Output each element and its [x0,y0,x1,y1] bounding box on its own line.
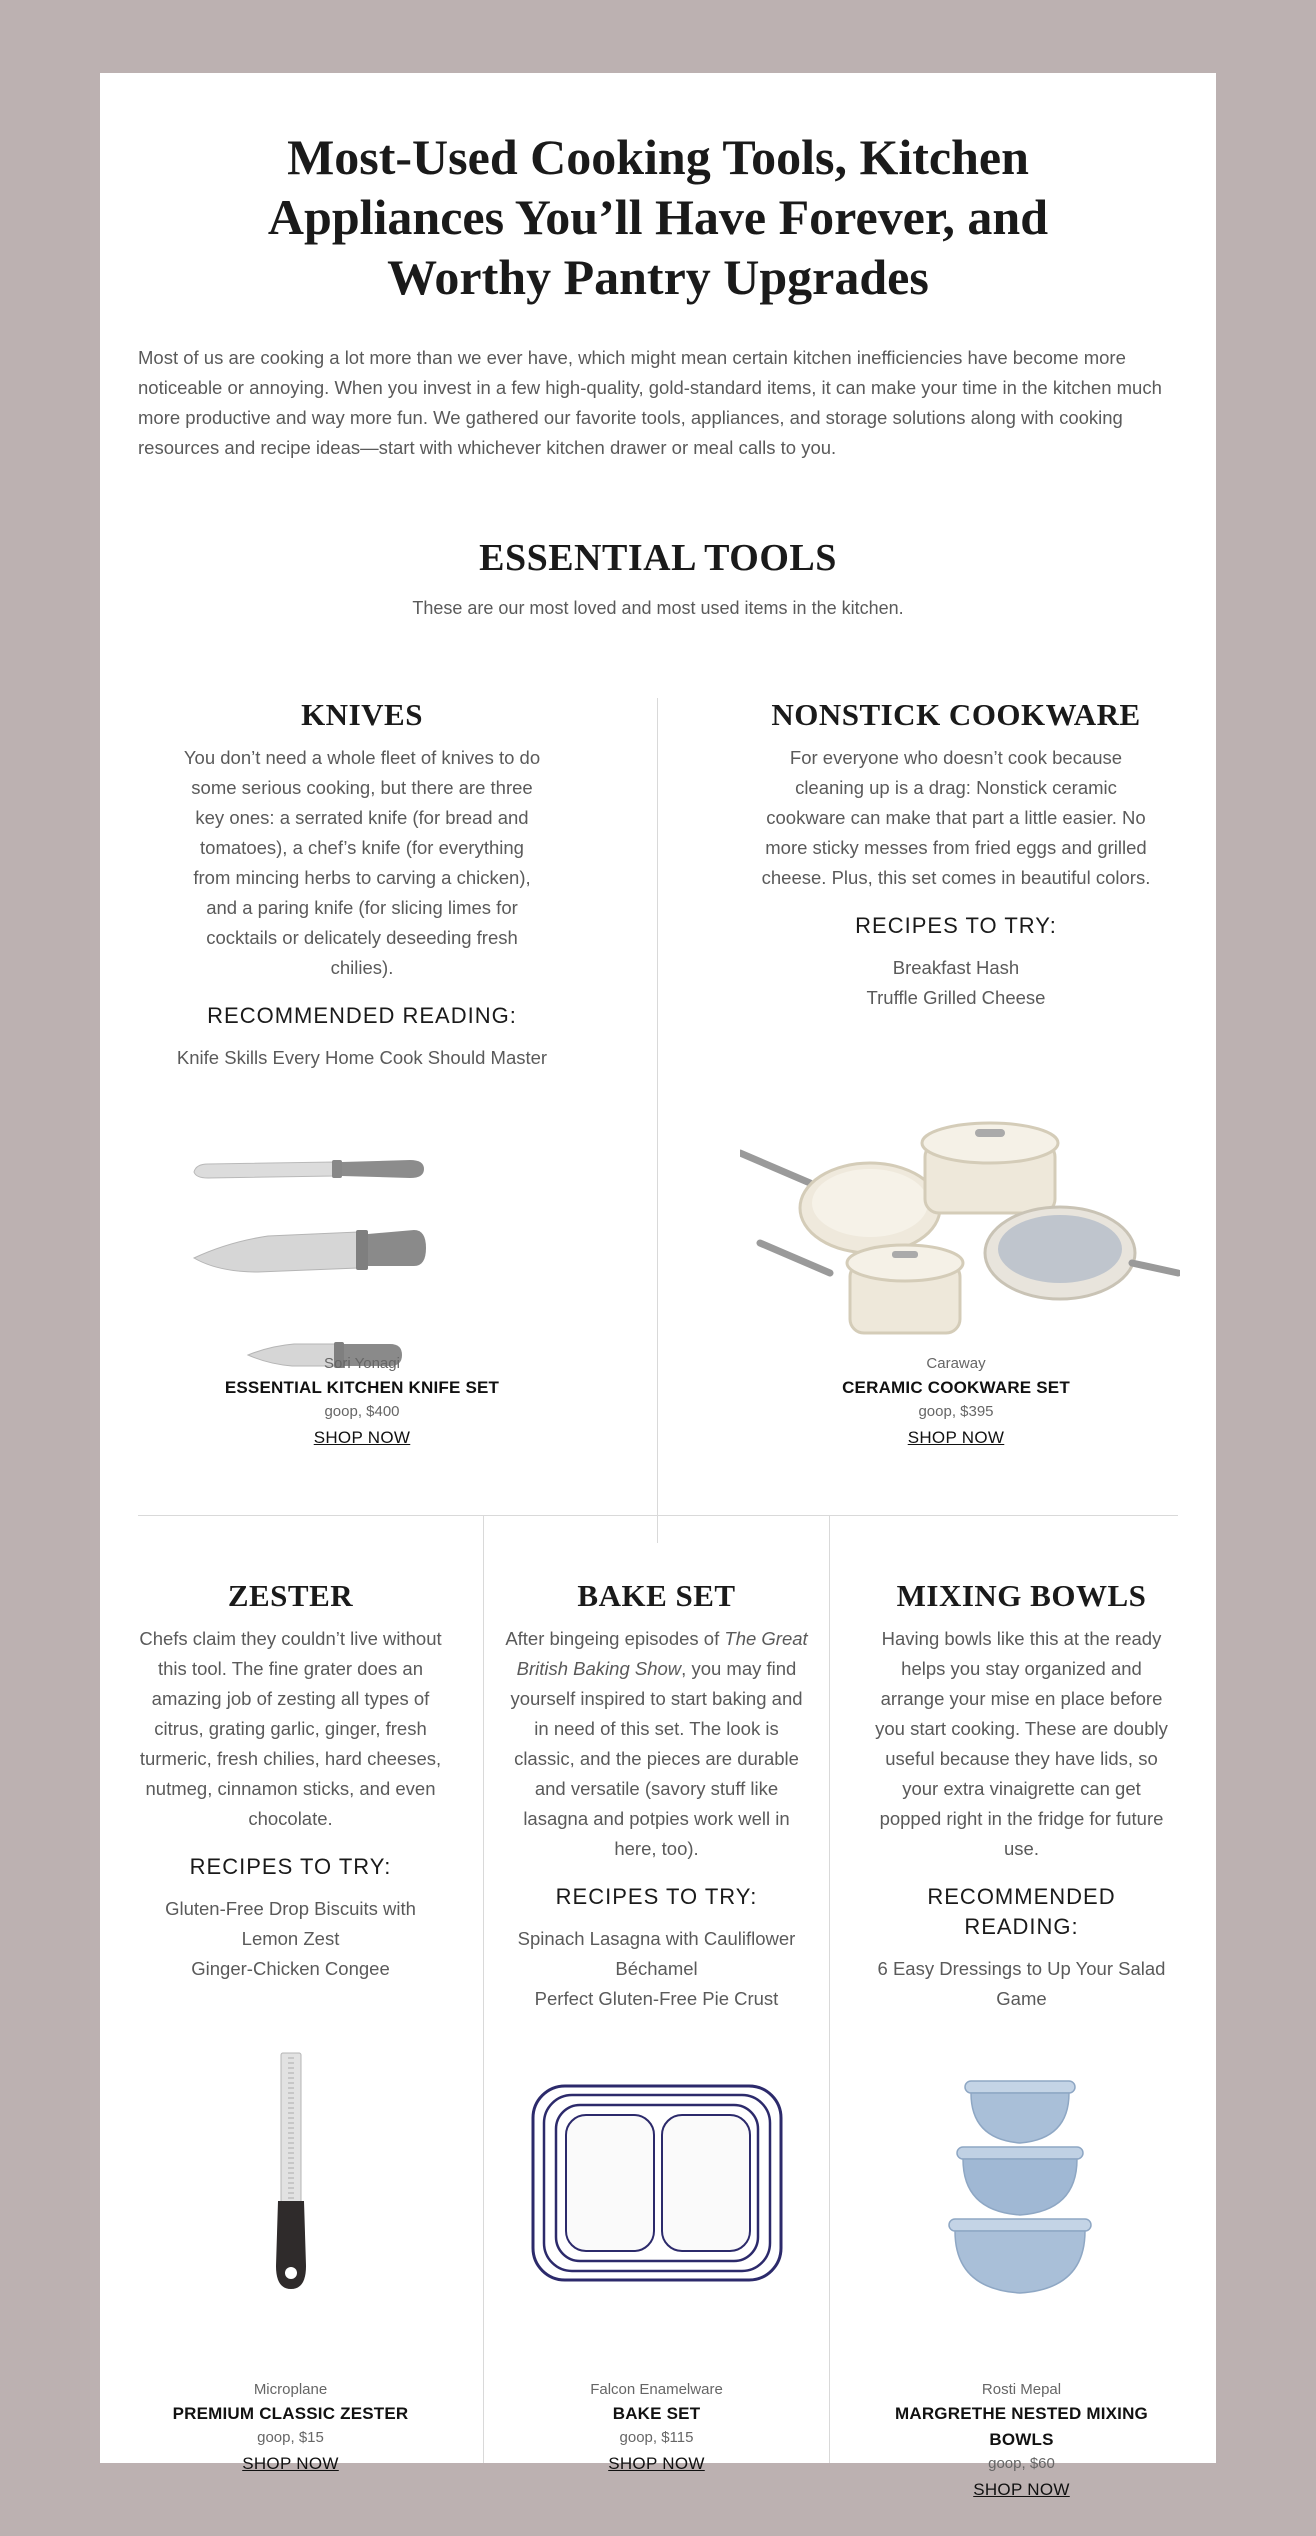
divider-horizontal [138,1515,1178,1516]
product-price: goop, $15 [257,2429,324,2446]
article-card [100,73,1216,2499]
bowl-icon [949,2219,1091,2293]
section-subtitle: These are our most loved and most used items in the kitchen. [412,598,904,618]
recommended-reading-heading: RECOMMENDED READING: [927,1884,1116,1939]
zester-icon [276,2053,306,2289]
saucepan-icon [760,1243,963,1333]
product-brand: Sori Yonagi [324,1355,400,1372]
cookware-description: For everyone who doesn’t cook because cleaning up is a drag: Nonstick ceramic cookware can make that part a little easier. No more sticky messes from fried eggs and grilled cheese. Plus, this set comes in beautiful colors. [761,747,1151,888]
mixing-bowls-product [870,2379,1173,2503]
knives-description: You don’t need a whole fleet of knives to do some serious cooking, but there are three key ones: a serrated knife (for bread and tomatoes), a chef’s knife (for everything from mincing herbs to carving a chicken), and a paring knife (for slicing limes for cocktails or delicately deseeding fresh chilies). [183,747,541,978]
bake-set-product [505,2379,808,2477]
cookware-column [760,695,1152,1013]
title-line: Most-Used Cooking Tools, Kitchen [287,129,1029,185]
product-name[interactable]: BAKE SET [612,2404,701,2423]
section-title: ESSENTIAL TOOLS [479,537,837,579]
divider-vertical [483,1515,484,2463]
product-brand: Rosti Mepal [981,2381,1062,2398]
desc-text: After bingeing episodes of [505,1628,725,1649]
mixing-bowls-image[interactable] [945,2077,1095,2297]
product-price: goop, $395 [918,1403,994,1420]
dutch-oven-icon [922,1123,1058,1213]
zester-column [138,1576,443,1984]
title-line: Worthy Pantry Upgrades [387,249,929,305]
product-price: goop, $400 [324,1403,400,1420]
divider-vertical [657,698,658,1543]
shop-now-button[interactable]: SHOP NOW [242,2454,339,2473]
product-name[interactable]: CERAMIC COOKWARE SET [842,1378,1070,1397]
product-brand: Falcon Enamelware [590,2381,723,2398]
cookware-set-image[interactable] [740,1113,1180,1353]
desc-text: , you may find yourself inspired to start baking and in need of this set. The look is classic, and the pieces are durable and versatile (savory stuff like lasagna and potpies work well in here, too). [510,1658,803,1859]
article-intro: Most of us are cooking a lot more than we ever have, which might mean certain kitchen inefficiencies have become more noticeable or annoying. When you invest in a few high-quality, gold-standard items, it can make your time in the kitchen much more productive and way more fun. We gathered our favorite tools, appliances, and storage solutions along with cooking resources and recipe ideas—start with whichever kitchen drawer or meal calls to you. [138,347,1162,458]
enamel-pans-icon [533,2086,781,2280]
zester-heading: ZESTER [227,1578,354,1613]
show-title: The Great British Baking Show [516,1628,808,1679]
bowl-icon [965,2081,1075,2143]
cookware-set-product [760,1353,1152,1451]
bake-set-image[interactable] [530,2083,784,2283]
bake-set-description [505,1624,808,1864]
frying-pan-icon [740,1153,940,1253]
reading-link[interactable]: 6 Easy Dressings to Up Your Salad Game [877,1958,1166,2009]
mixing-bowls-column [870,1576,1173,2014]
product-name[interactable]: PREMIUM CLASSIC ZESTER [172,2404,409,2423]
product-price: goop, $60 [988,2455,1055,2472]
grey-skillet-icon [985,1207,1178,1299]
mixing-bowls-heading: MIXING BOWLS [896,1578,1147,1613]
reading-link[interactable]: Knife Skills Every Home Cook Should Master [176,1047,548,1068]
recipe-link[interactable]: Breakfast Hash [892,957,1020,978]
recipes-heading: RECIPES TO TRY: [189,1854,392,1879]
zester-product [138,2379,443,2477]
zester-description: Chefs claim they couldn’t live without this tool. The fine grater does an amazing job of zesting all types of citrus, grating garlic, ginger, fresh turmeric, fresh chilies, hard cheeses, nutmeg, cinnamon sticks, and even chocolate. [139,1628,442,1829]
product-name[interactable]: MARGRETHE NESTED MIXING BOWLS [894,2404,1148,2449]
product-name[interactable]: ESSENTIAL KITCHEN KNIFE SET [224,1378,500,1397]
product-price: goop, $115 [619,2429,694,2446]
recipe-link[interactable]: Ginger-Chicken Congee [191,1958,390,1979]
cookware-heading: NONSTICK COOKWARE [771,697,1141,732]
recipes-heading: RECIPES TO TRY: [555,1884,758,1909]
knife-set-product [172,1353,552,1451]
recipe-link[interactable]: Truffle Grilled Cheese [866,987,1046,1008]
recommended-reading-heading: RECOMMENDED READING: [207,1003,517,1028]
product-brand: Microplane [253,2381,328,2398]
title-line: Appliances You’ll Have Forever, and [267,189,1049,245]
bowl-icon [957,2147,1083,2215]
recipe-link[interactable]: Perfect Gluten-Free Pie Crust [534,1988,779,2009]
chefs-knife-icon [194,1230,426,1272]
divider-vertical [829,1515,830,2463]
recipe-link[interactable]: Gluten-Free Drop Biscuits with Lemon Zest [165,1898,416,1949]
shop-now-button[interactable]: SHOP NOW [313,1428,411,1447]
zester-image[interactable] [266,2051,316,2291]
mixing-bowls-description: Having bowls like this at the ready helps you stay organized and arrange your mise en place before you start cooking. These are doubly useful because they have lids, so your extra vinaigrette can get popped right in the fridge for future use. [875,1628,1168,1859]
knives-heading: KNIVES [301,697,423,732]
shop-now-button[interactable]: SHOP NOW [973,2480,1070,2499]
bake-set-heading: BAKE SET [577,1578,736,1613]
article-title [100,127,1216,307]
shop-now-button[interactable]: SHOP NOW [907,1428,1005,1447]
recipe-link[interactable]: Spinach Lasagna with Cauliflower Béchamel [517,1928,796,1979]
recipes-heading: RECIPES TO TRY: [855,913,1057,938]
serrated-knife-icon [194,1160,424,1178]
product-brand: Caraway [926,1355,986,1372]
shop-now-button[interactable]: SHOP NOW [608,2454,705,2473]
knives-column [172,695,552,1073]
bake-set-column [505,1576,808,2014]
